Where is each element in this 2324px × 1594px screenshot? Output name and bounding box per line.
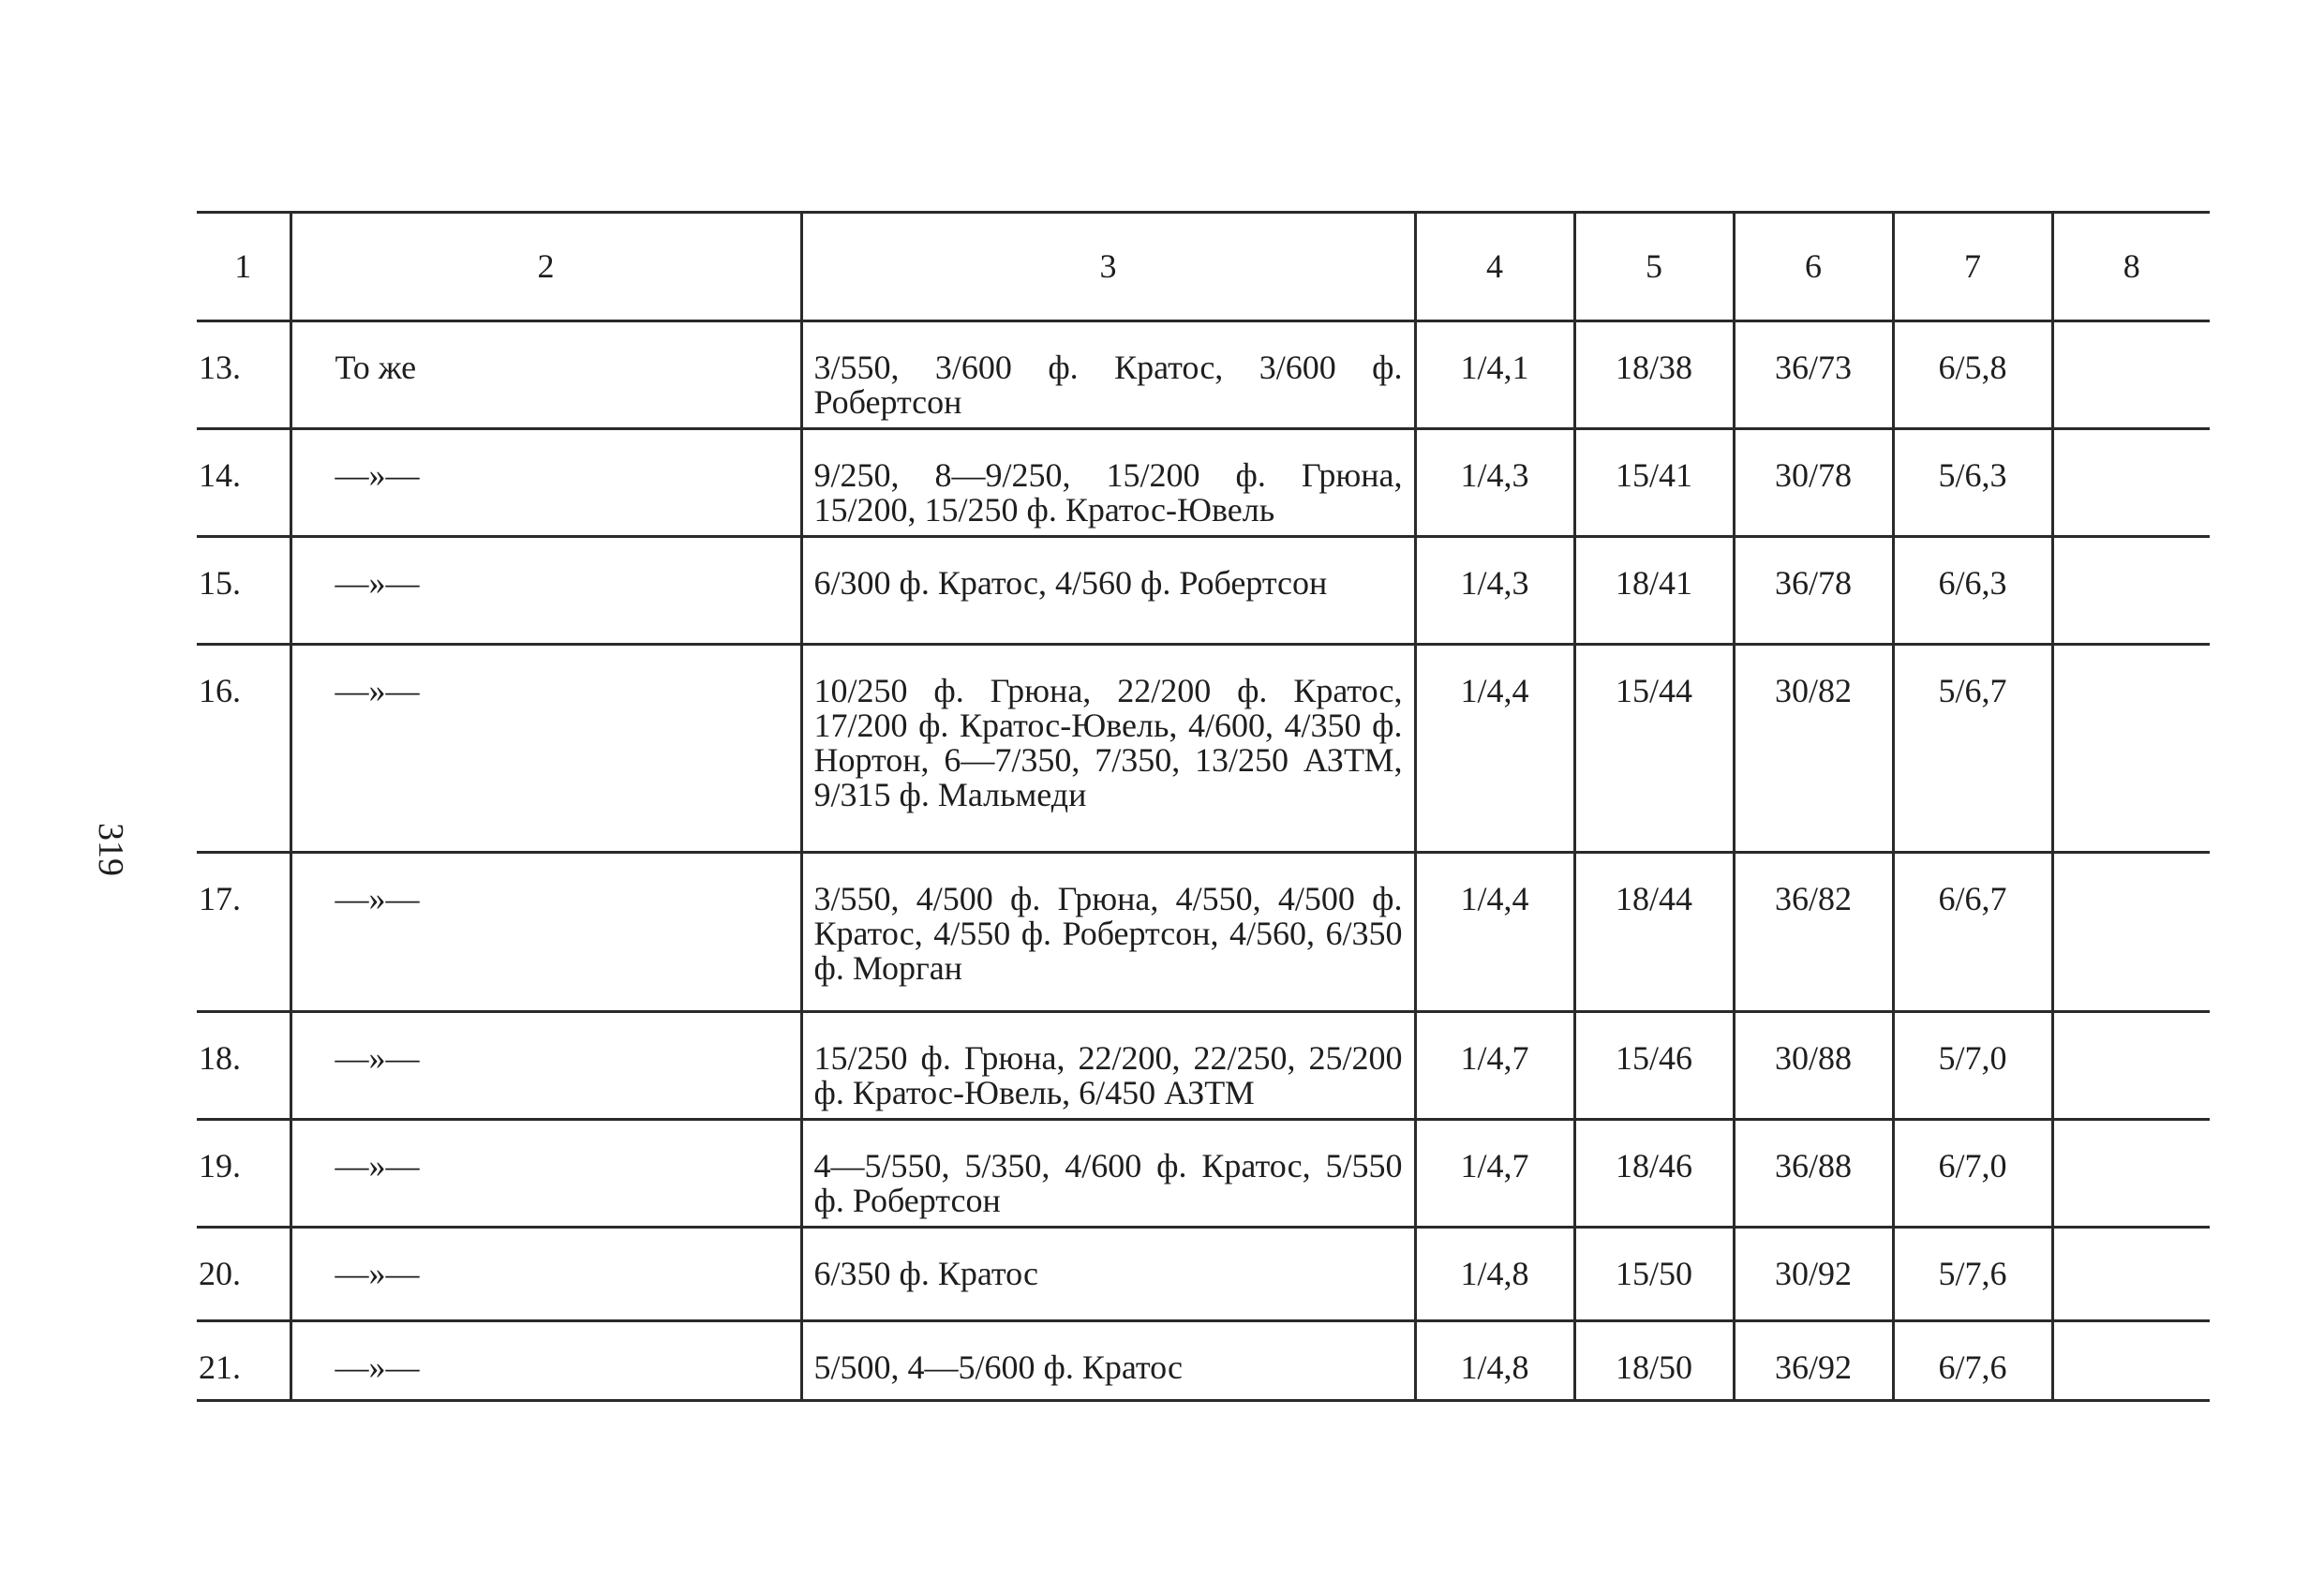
column-header: 2: [290, 213, 801, 321]
data-table: [197, 211, 2210, 1402]
row-description: 3/550, 3/600 ф. Кратос, 3/600 ф. Робертсон: [801, 321, 1415, 429]
row-col6-value: 30/82: [1734, 645, 1893, 853]
column-header: 4: [1415, 213, 1574, 321]
row-name: —»—: [290, 1321, 801, 1401]
row-col8-value: [2052, 321, 2210, 429]
row-col5-value: 18/50: [1574, 1321, 1734, 1401]
row-col5-value: 18/41: [1574, 537, 1734, 645]
row-name: —»—: [290, 853, 801, 1012]
row-name: —»—: [290, 1012, 801, 1120]
row-col4-value: 1/4,3: [1415, 429, 1574, 537]
table-header: [197, 213, 2210, 321]
row-number: 17.: [197, 853, 290, 1012]
row-col7-value: 6/6,7: [1893, 853, 2052, 1012]
row-number: 19.: [197, 1120, 290, 1228]
column-header: 8: [2052, 213, 2210, 321]
row-col4-value: 1/4,4: [1415, 853, 1574, 1012]
row-col4-value: 1/4,7: [1415, 1120, 1574, 1228]
row-col8-value: [2052, 853, 2210, 1012]
column-header: 5: [1574, 213, 1734, 321]
row-col6-value: 30/88: [1734, 1012, 1893, 1120]
row-name: —»—: [290, 1228, 801, 1321]
row-col7-value: 6/7,0: [1893, 1120, 2052, 1228]
table-row: [197, 1012, 2210, 1120]
row-col6-value: 36/82: [1734, 853, 1893, 1012]
table-row: [197, 1228, 2210, 1321]
row-col6-value: 30/92: [1734, 1228, 1893, 1321]
header-row: [197, 213, 2210, 321]
row-col5-value: 18/46: [1574, 1120, 1734, 1228]
row-description: 4—5/550, 5/350, 4/600 ф. Кратос, 5/550 ф. Робертсон: [801, 1120, 1415, 1228]
row-col5-value: 15/50: [1574, 1228, 1734, 1321]
row-number: 20.: [197, 1228, 290, 1321]
row-name: —»—: [290, 645, 801, 853]
column-header: 3: [801, 213, 1415, 321]
row-col5-value: 15/46: [1574, 1012, 1734, 1120]
row-description: 5/500, 4—5/600 ф. Кратос: [801, 1321, 1415, 1401]
row-col8-value: [2052, 645, 2210, 853]
row-col4-value: 1/4,4: [1415, 645, 1574, 853]
row-col4-value: 1/4,7: [1415, 1012, 1574, 1120]
row-col8-value: [2052, 429, 2210, 537]
table-row: [197, 321, 2210, 429]
row-name: —»—: [290, 429, 801, 537]
row-number: 13.: [197, 321, 290, 429]
row-col5-value: 18/38: [1574, 321, 1734, 429]
row-col4-value: 1/4,1: [1415, 321, 1574, 429]
row-description: 6/300 ф. Кратос, 4/560 ф. Робертсон: [801, 537, 1415, 645]
row-col8-value: [2052, 537, 2210, 645]
row-col5-value: 15/41: [1574, 429, 1734, 537]
row-col7-value: 6/7,6: [1893, 1321, 2052, 1401]
row-col6-value: 36/92: [1734, 1321, 1893, 1401]
row-number: 18.: [197, 1012, 290, 1120]
row-description: 10/250 ф. Грюна, 22/200 ф. Кратос, 17/200 ф. Кратос-Ювель, 4/600, 4/350 ф. Нортон, 6—7/350, 7/350, 13/250 АЗТМ, 9/315 ф. Мальмеди: [801, 645, 1415, 853]
row-col6-value: 36/78: [1734, 537, 1893, 645]
row-name: —»—: [290, 1120, 801, 1228]
column-header: 6: [1734, 213, 1893, 321]
row-col4-value: 1/4,3: [1415, 537, 1574, 645]
row-description: 3/550, 4/500 ф. Грюна, 4/550, 4/500 ф. Кратос, 4/550 ф. Робертсон, 4/560, 6/350 ф. Морган: [801, 853, 1415, 1012]
column-header: 1: [197, 213, 290, 321]
row-number: 14.: [197, 429, 290, 537]
row-col8-value: [2052, 1228, 2210, 1321]
row-number: 15.: [197, 537, 290, 645]
row-col4-value: 1/4,8: [1415, 1321, 1574, 1401]
row-col6-value: 36/73: [1734, 321, 1893, 429]
table-body: [197, 321, 2210, 1401]
row-description: 9/250, 8—9/250, 15/200 ф. Грюна, 15/200, 15/250 ф. Кратос-Ювель: [801, 429, 1415, 537]
row-name: То же: [290, 321, 801, 429]
row-description: 15/250 ф. Грюна, 22/200, 22/250, 25/200 ф. Кратос-Ювель, 6/450 АЗТМ: [801, 1012, 1415, 1120]
row-col8-value: [2052, 1120, 2210, 1228]
row-col6-value: 30/78: [1734, 429, 1893, 537]
row-col6-value: 36/88: [1734, 1120, 1893, 1228]
row-col7-value: 5/7,0: [1893, 1012, 2052, 1120]
row-number: 16.: [197, 645, 290, 853]
table-row: [197, 537, 2210, 645]
table-row: [197, 429, 2210, 537]
row-col4-value: 1/4,8: [1415, 1228, 1574, 1321]
table-row: [197, 1120, 2210, 1228]
row-col7-value: 6/5,8: [1893, 321, 2052, 429]
row-col7-value: 6/6,3: [1893, 537, 2052, 645]
row-description: 6/350 ф. Кратос: [801, 1228, 1415, 1321]
table-row: [197, 853, 2210, 1012]
page-number: 319: [91, 823, 130, 876]
row-col7-value: 5/7,6: [1893, 1228, 2052, 1321]
row-name: —»—: [290, 537, 801, 645]
row-col5-value: 18/44: [1574, 853, 1734, 1012]
table-row: [197, 1321, 2210, 1401]
row-number: 21.: [197, 1321, 290, 1401]
row-col5-value: 15/44: [1574, 645, 1734, 853]
column-header: 7: [1893, 213, 2052, 321]
row-col7-value: 5/6,3: [1893, 429, 2052, 537]
row-col8-value: [2052, 1012, 2210, 1120]
row-col7-value: 5/6,7: [1893, 645, 2052, 853]
row-col8-value: [2052, 1321, 2210, 1401]
table-row: [197, 645, 2210, 853]
